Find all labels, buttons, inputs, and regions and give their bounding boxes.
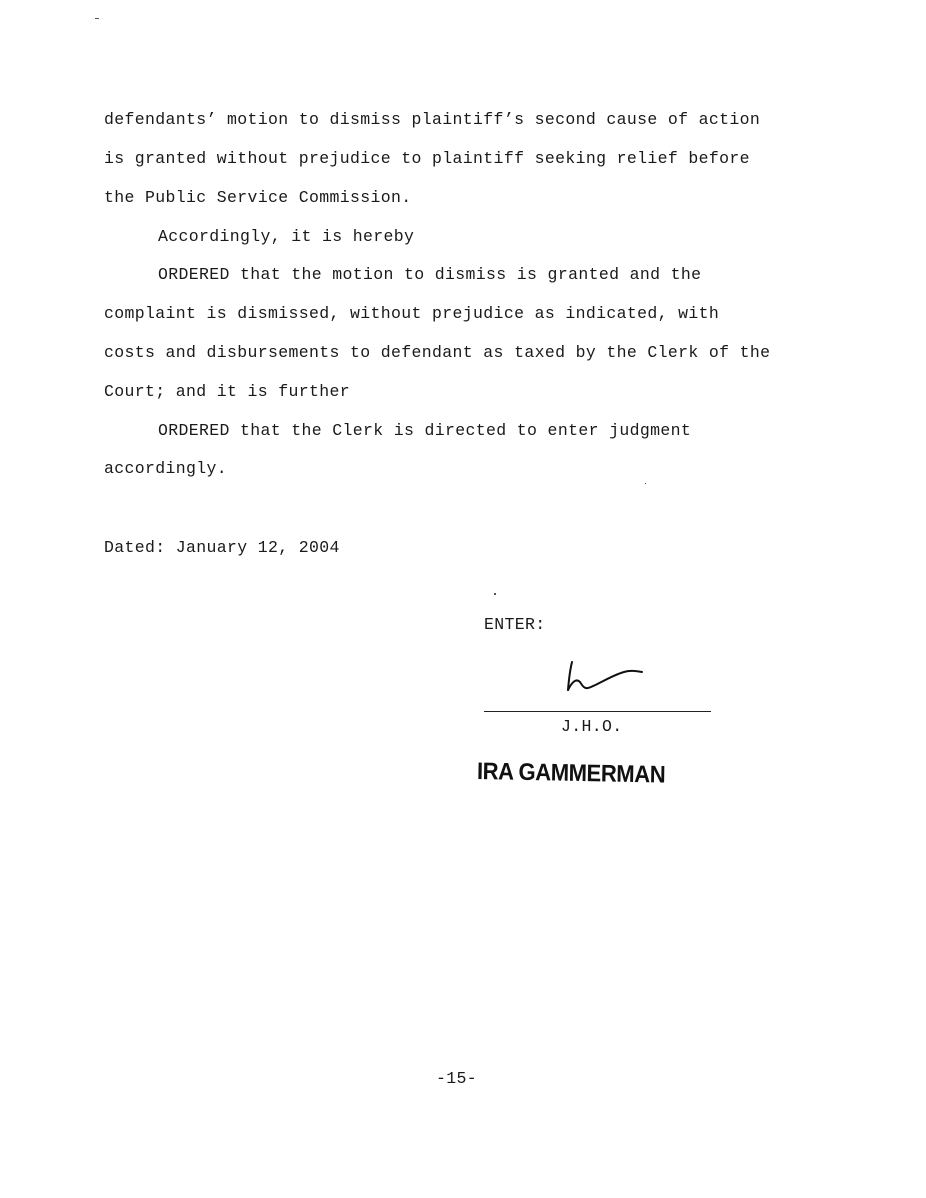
enter-label: ENTER:: [484, 615, 546, 634]
page-number: -15-: [436, 1069, 478, 1088]
order-line: accordingly.: [104, 459, 228, 478]
scan-speck: [95, 18, 99, 19]
body-line: is granted without prejudice to plaintiff seeking relief before: [104, 149, 750, 168]
dated-line: Dated: January 12, 2004: [104, 538, 340, 557]
signature-line: [484, 711, 711, 712]
name-stamp: IRA GAMMERMAN: [476, 758, 666, 789]
order-line: costs and disbursements to defendant as taxed by the Clerk of the: [104, 343, 771, 362]
order-line: ORDERED that the Clerk is directed to enter judgment: [158, 421, 692, 440]
body-line: defendants’ motion to dismiss plaintiff’s second cause of action: [104, 110, 761, 129]
order-line: Court; and it is further: [104, 382, 351, 401]
handwritten-signature: [562, 656, 652, 696]
body-line: the Public Service Commission.: [104, 188, 412, 207]
scan-speck: [494, 593, 496, 595]
order-line: ORDERED that the motion to dismiss is granted and the: [158, 265, 702, 284]
order-line: complaint is dismissed, without prejudice as indicated, with: [104, 304, 720, 323]
signer-title: J.H.O.: [561, 717, 623, 736]
scan-speck: [645, 483, 646, 484]
accordingly-line: Accordingly, it is hereby: [158, 227, 415, 246]
